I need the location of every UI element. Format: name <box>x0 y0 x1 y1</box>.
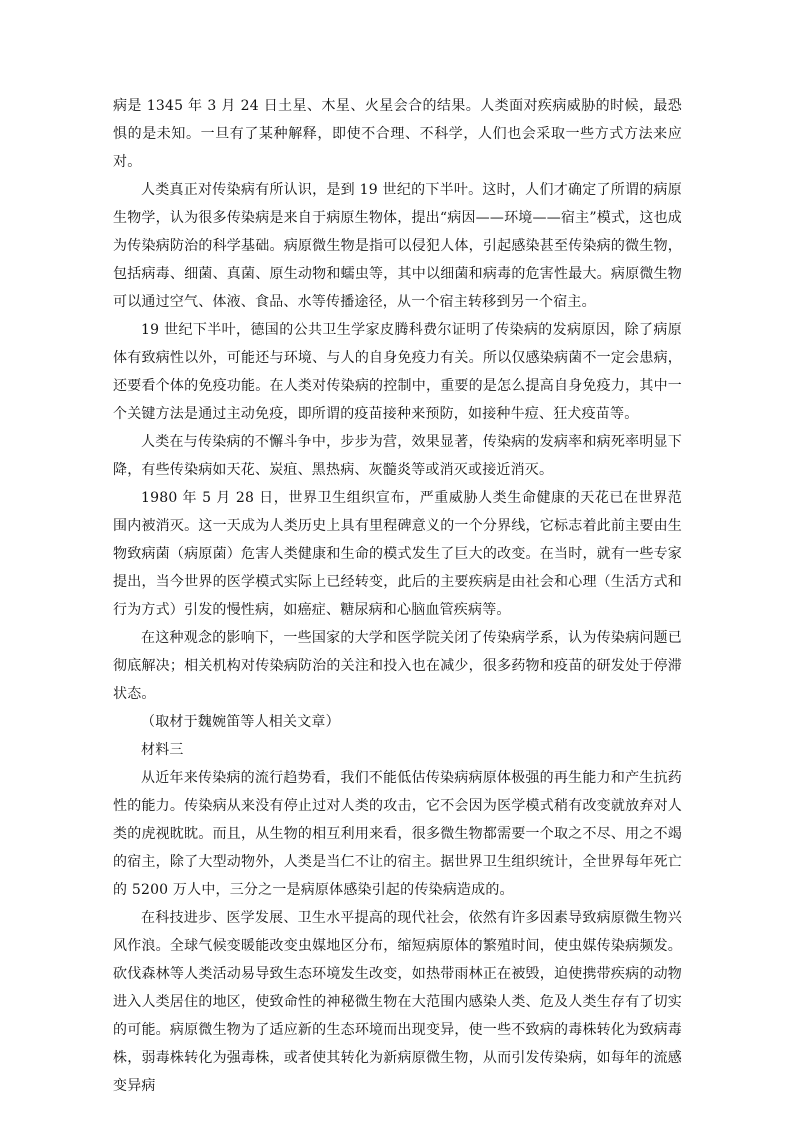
paragraph: 在这种观念的影响下，一些国家的大学和医学院关闭了传染病学系，认为传染病问题已彻底解决；相关机构对传染病防治的关注和投入也在减少，很多药物和疫苗的研发处于停滞状态。 <box>113 630 682 702</box>
document-body <box>113 92 682 1100</box>
source-citation: （取材于魏婉笛等人相关文章） <box>141 714 340 730</box>
paragraph: 19 世纪下半叶，德国的公共卫生学家皮腾科费尔证明了传染病的发病原因，除了病原体有致病性以外，可能还与环境、与人的自身免疫力有关。所以仅感染病菌不一定会患病，还要看个体的免疫功能。在人类对传染病的控制中，重要的是怎么提高自身免疫力，其中一个关键方法是通过主动免疫，即所谓的疫苗接种来预防，如接种牛痘、狂犬疫苗等。 <box>113 322 682 422</box>
paragraph: 在科技进步、医学发展、卫生水平提高的现代社会，依然有许多因素导致病原微生物兴风作浪。全球气候变暖能改变虫媒地区分布，缩短病原体的繁殖时间，使虫媒传染病频发。砍伐森林等人类活动易导致生态环境发生改变，如热带雨林正在被毁，迫使携带疾病的动物进入人类居住的地区，使致命性的神秘微生物在大范围内感染人类、危及人类生存有了切实的可能。病原微生物为了适应新的生态环境而出现变异，使一些不致病的毒株转化为致病毒株，弱毒株转化为强毒株，或者使其转化为新病原微生物，从而引发传染病，如每年的流感变异病 <box>113 910 682 1094</box>
paragraph: 病是 1345 年 3 月 24 日土星、木星、火星会合的结果。人类面对疾病威胁的时候，最恐惧的是未知。一旦有了某种解释，即使不合理、不科学，人们也会采取一些方式方法来应对。 <box>113 98 682 170</box>
paragraph: 从近年来传染病的流行趋势看，我们不能低估传染病病原体极强的再生能力和产生抗药性的能力。传染病从来没有停止过对人类的攻击，它不会因为医学模式稍有改变就放弃对人类的虎视眈眈。而且，从生物的相互利用来看，很多微生物都需要一个取之不尽、用之不竭的宿主，除了大型动物外，人类是当仁不让的宿主。据世界卫生组织统计，全世界每年死亡的 5200 万人中，三分之一是病原体感染引起的传染病造成的。 <box>113 770 682 898</box>
paragraph: 1980 年 5 月 28 日，世界卫生组织宣布，严重威胁人类生命健康的天花已在世界范围内被消灭。这一天成为人类历史上具有里程碑意义的一个分界线，它标志着此前主要由生物致病菌（病原菌）危害人类健康和生命的模式发生了巨大的改变。在当时，就有一些专家提出，当今世界的医学模式实际上已经转变，此后的主要疾病是由社会和心理（生活方式和行为方式）引发的慢性病，如癌症、糖尿病和心脑血管疾病等。 <box>113 490 682 618</box>
paragraph: 人类在与传染病的不懈斗争中，步步为营，效果显著，传染病的发病率和病死率明显下降，有些传染病如天花、炭疽、黑热病、灰髓炎等或消灭或接近消灭。 <box>113 434 682 478</box>
section-heading: 材料三 <box>141 742 184 758</box>
paragraph: 人类真正对传染病有所认识，是到 19 世纪的下半叶。这时，人们才确定了所谓的病原生物学，认为很多传染病是来自于病原生物体，提出“病因——环境——宿主”模式，这也成为传染病防治的科学基础。病原微生物是指可以侵犯人体，引起感染甚至传染病的微生物，包括病毒、细菌、真菌、原生动物和蠕虫等，其中以细菌和病毒的危害性最大。病原微生物可以通过空气、体液、食品、水等传播途径，从一个宿主转移到另一个宿主。 <box>113 182 682 310</box>
